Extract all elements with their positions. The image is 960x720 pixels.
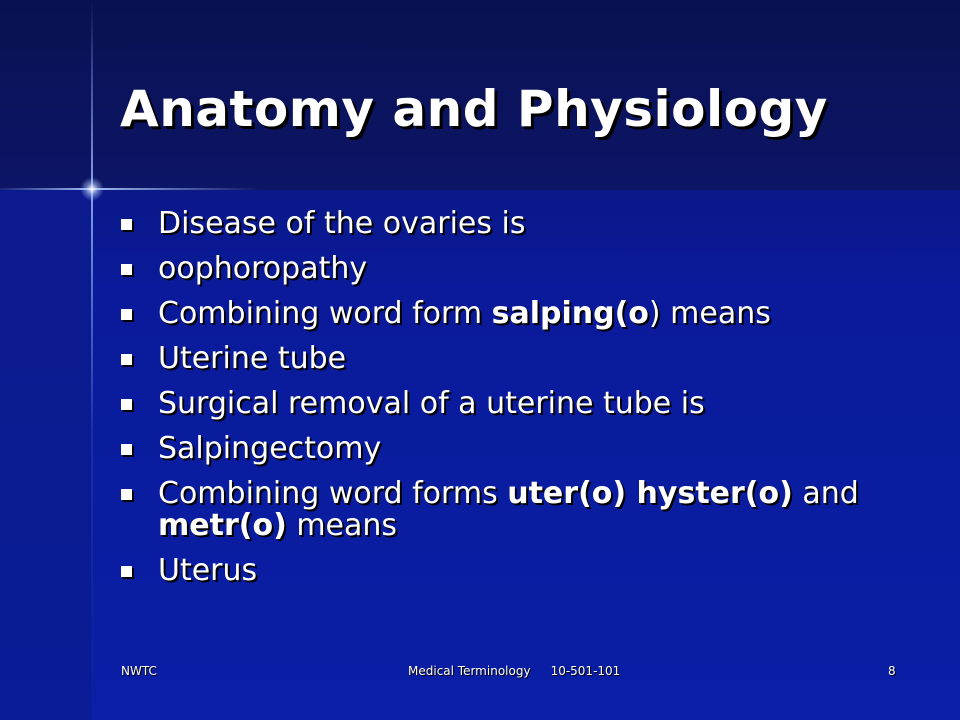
left-band (0, 190, 92, 720)
square-bullet-icon (121, 309, 132, 320)
footer-course (408, 664, 620, 678)
square-bullet-icon (121, 219, 132, 230)
bullet-item-7 (120, 478, 940, 542)
bullet-item-5 (120, 388, 940, 420)
square-bullet-icon (121, 399, 132, 410)
bullet-text: Disease of the ovaries is (158, 206, 526, 241)
bullet-term-bold: salping(o (491, 296, 649, 331)
light-flare-decoration (80, 177, 104, 201)
bullet-text: Salpingectomy (158, 431, 382, 466)
bullet-text: Uterine tube (158, 341, 347, 376)
bullet-text: Uterus (158, 553, 258, 588)
bullet-text: Surgical removal of a uterine tube is (158, 386, 705, 421)
square-bullet-icon (121, 264, 132, 275)
bullet-item-8 (120, 555, 940, 587)
bullet-text-suffix: ) means (648, 296, 771, 331)
bullet-item-2 (120, 253, 940, 285)
bullet-text-prefix: Combining word forms (158, 476, 508, 511)
bullet-term-bold-2: metr(o) (158, 508, 287, 543)
bullet-text-prefix: Combining word form (158, 296, 492, 331)
bullet-list (120, 208, 940, 600)
bullet-text: oophoropathy (158, 251, 368, 286)
footer-page-number: 8 (888, 664, 896, 678)
footer-course-name: Medical Terminology (408, 664, 531, 678)
square-bullet-icon (121, 444, 132, 455)
horizontal-accent-line (0, 188, 260, 190)
slide-title: Anatomy and Physiology (120, 80, 828, 138)
vertical-accent-line (91, 0, 93, 720)
bullet-term-bold: uter(o) hyster(o) (507, 476, 793, 511)
bullet-text-suffix: means (286, 508, 398, 543)
bullet-item-3 (120, 298, 940, 330)
bullet-item-6 (120, 433, 940, 465)
bullet-item-4 (120, 343, 940, 375)
square-bullet-icon (121, 354, 132, 365)
square-bullet-icon (121, 489, 132, 500)
bullet-item-1 (120, 208, 940, 240)
square-bullet-icon (121, 566, 132, 577)
footer-org: NWTC (121, 664, 157, 678)
bullet-text-middle: and (792, 476, 859, 511)
footer-course-code: 10-501-101 (550, 664, 621, 678)
